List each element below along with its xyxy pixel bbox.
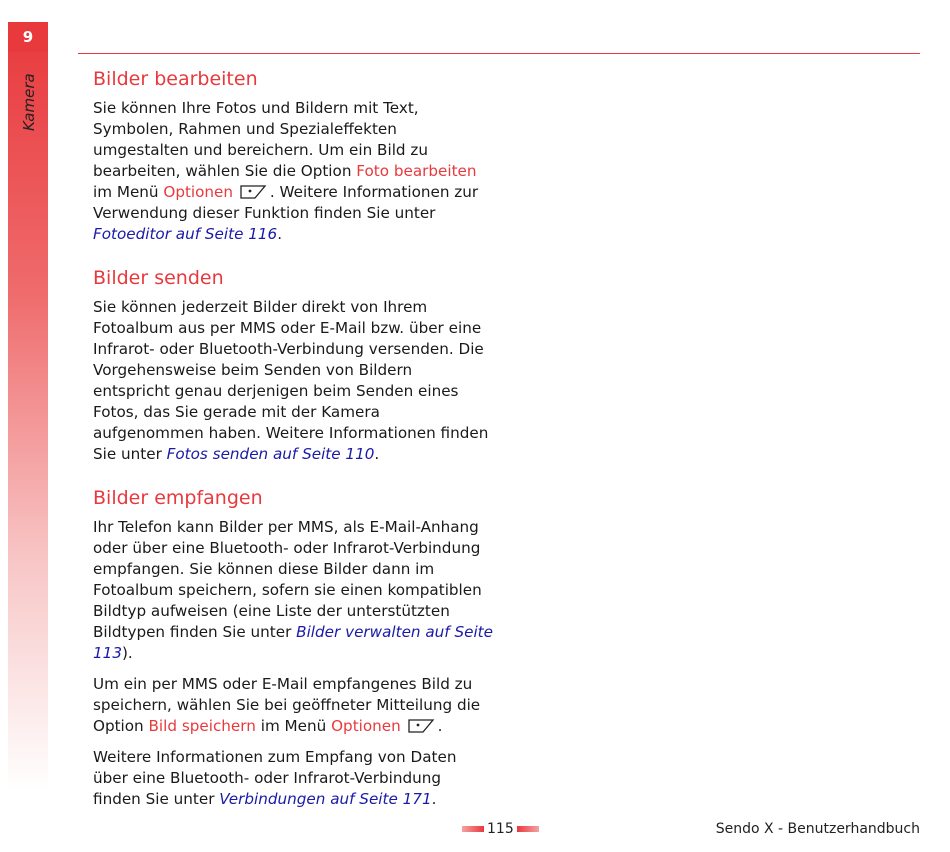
- menu-option-optionen: Optionen: [331, 717, 401, 735]
- main-content: [93, 66, 493, 830]
- page-number: [462, 819, 539, 839]
- header-rule: [78, 53, 920, 54]
- menu-option-foto-bearbeiten: Foto bearbeiten: [356, 162, 477, 180]
- link-fotoeditor[interactable]: Fotoeditor auf Seite 116: [93, 225, 278, 243]
- link-fotos-senden[interactable]: Fotos senden auf Seite 110: [166, 445, 375, 463]
- link-verbindungen[interactable]: Verbindungen auf Seite 171: [219, 790, 432, 808]
- section-heading: Bilder bearbeiten: [93, 68, 258, 90]
- section-bilder-empfangen: [93, 485, 493, 810]
- left-softkey-icon: [239, 184, 269, 200]
- page-number-text: 115: [487, 821, 514, 837]
- section-paragraph: Ihr Telefon kann Bilder per MMS, als E-Mail-Anhang oder über eine Bluetooth- oder Infrarot-Verbindung empfangen. Sie können diese Bilder dann im Fotoalbum speichern, sofern sie einen kompatiblen Bildtyp aufweisen (eine Liste der unterstützten Bildtypen finden Sie unter Bilder verwalten auf Seite 113).: [93, 518, 493, 662]
- left-softkey-icon: [407, 718, 437, 734]
- chapter-title: Kamera: [20, 73, 38, 131]
- link-bilder-verwalten[interactable]: Bilder verwalten auf Seite 113: [93, 623, 493, 662]
- menu-option-optionen: Optionen: [163, 183, 234, 201]
- section-bilder-bearbeiten: [93, 66, 493, 245]
- page-number-bar-right: [517, 826, 539, 832]
- chapter-tab-bar: [8, 22, 48, 792]
- manual-title: Sendo X - Benutzerhandbuch: [715, 821, 920, 837]
- page-number-bar-left: [462, 826, 484, 832]
- section-bilder-senden: [93, 265, 493, 465]
- section-heading: Bilder senden: [93, 267, 224, 289]
- chapter-number: 9: [8, 22, 48, 52]
- section-paragraph: Sie können jederzeit Bilder direkt von Ihrem Fotoalbum aus per MMS oder E-Mail bzw. über eine Infrarot- oder Bluetooth-Verbindung versenden. Die Vorgehensweise beim Senden von Bildern entspricht genau derjenigen beim Senden eines Fotos, das Sie gerade mit der Kamera aufgenommen haben. Weitere Informationen finden Sie unter Fotos senden auf Seite 110.: [93, 298, 489, 463]
- section-heading: Bilder empfangen: [93, 487, 263, 509]
- section-paragraph: Weitere Informationen zum Empfang von Daten über eine Bluetooth- oder Infrarot-Verbindung finden Sie unter Verbindungen auf Seite 171.: [93, 748, 457, 808]
- menu-option-bild-speichern: Bild speichern: [148, 717, 256, 735]
- section-paragraph: Um ein per MMS oder E-Mail empfangenes Bild zu speichern, wählen Sie bei geöffneter Mitteilung die Option Bild speichern im Menü Optionen .: [93, 675, 481, 735]
- section-paragraph: Sie können Ihre Fotos und Bildern mit Text, Symbolen, Rahmen und Spezialeffekten umgestalten und bereichern. Um ein Bild zu bearbeiten, wählen Sie die Option Foto bearbeiten im Menü Optionen . Weitere Informationen zur Verwendung dieser Funktion finden Sie unter Fotoeditor auf Seite 116.: [93, 99, 479, 243]
